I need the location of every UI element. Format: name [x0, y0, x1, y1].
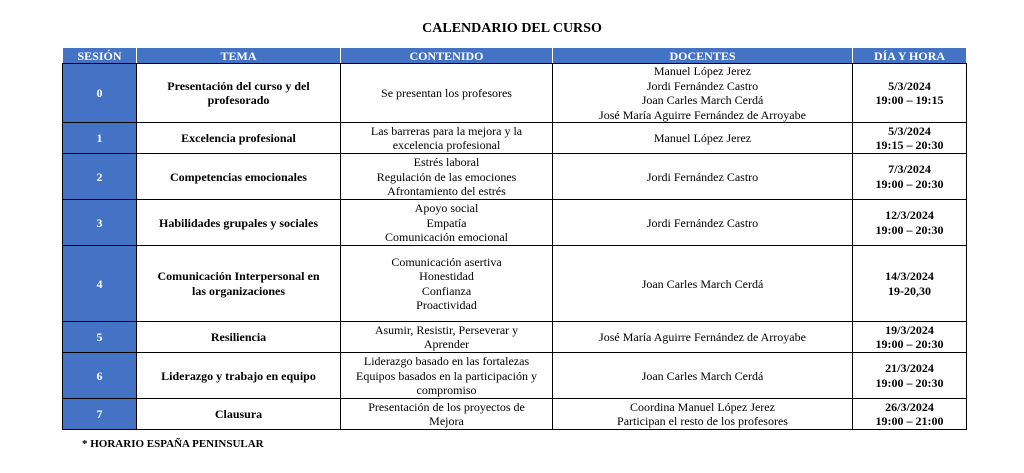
table-row	[63, 64, 967, 123]
datetime-cell	[853, 154, 967, 200]
topic-cell-line: Resiliencia	[210, 330, 267, 345]
datetime-cell	[853, 64, 967, 123]
header-topic: TEMA	[137, 48, 341, 64]
header-datetime: DÍA Y HORA	[853, 48, 967, 64]
topic-cell-line: Excelencia profesional	[181, 131, 296, 146]
session-date: 7/3/2024	[888, 162, 931, 177]
session-date: 21/3/2024	[885, 361, 934, 376]
content-cell-line: Mejora	[429, 414, 464, 429]
content-cell-line: Comunicación emocional	[385, 230, 508, 245]
teachers-cell	[553, 353, 853, 399]
content-cell-line: Liderazgo basado en las fortalezas	[363, 353, 530, 368]
content-cell-line: compromiso	[416, 383, 477, 398]
topic-cell	[137, 123, 341, 154]
teachers-cell-line: Jordi Fernández Castro	[646, 215, 759, 230]
session-date: 14/3/2024	[885, 269, 934, 284]
topic-cell-line: Clausura	[214, 407, 263, 422]
content-cell-line: Empatía	[426, 215, 467, 230]
session-time: 19:00 – 20:30	[875, 337, 944, 352]
session-time: 19:00 – 20:30	[875, 375, 944, 390]
table-header-row	[63, 48, 967, 64]
session-number-cell: 0	[63, 64, 137, 123]
datetime-cell	[853, 246, 967, 322]
document-title: CALENDARIO DEL CURSO	[422, 21, 602, 36]
teachers-cell-line: Participan el resto de los profesores	[617, 414, 788, 429]
teachers-cell	[553, 154, 853, 200]
table-row	[63, 399, 967, 430]
teachers-cell-line: Manuel López Jerez	[653, 64, 752, 78]
content-cell-line: excelencia profesional	[392, 138, 501, 153]
table-row	[63, 200, 967, 246]
table-body	[63, 64, 967, 430]
topic-cell	[137, 200, 341, 246]
course-schedule-table	[62, 47, 967, 430]
topic-cell-line: Liderazgo y trabajo en equipo	[161, 368, 316, 383]
header-teachers: DOCENTES	[553, 48, 853, 64]
session-number-cell: 5	[63, 322, 137, 353]
teachers-cell-line: Manuel López Jerez	[653, 131, 752, 146]
session-number-cell: 1	[63, 123, 137, 154]
content-cell-line: Apoyo social	[414, 200, 479, 215]
session-number-cell: 6	[63, 353, 137, 399]
footnote: * HORARIO ESPAÑA PENINSULAR	[82, 438, 264, 450]
teachers-cell-line: Jordi Fernández Castro	[646, 169, 759, 184]
content-cell-line: Estrés laboral	[413, 154, 480, 169]
content-cell-line: Presentación de los proyectos de	[368, 399, 525, 414]
teachers-cell-line: Coordina Manuel López Jerez	[630, 399, 775, 414]
session-date: 5/3/2024	[888, 78, 931, 93]
topic-cell-line: Comunicación Interpersonal en	[157, 269, 320, 284]
session-number-cell: 7	[63, 399, 137, 430]
topic-cell	[137, 399, 341, 430]
session-time: 19-20,30	[888, 283, 931, 298]
topic-cell-line: Competencias emocionales	[170, 169, 307, 184]
session-date: 26/3/2024	[885, 399, 934, 414]
teachers-cell	[553, 246, 853, 322]
teachers-cell-line: Joan Carles March Cerdá	[641, 368, 764, 383]
session-date: 12/3/2024	[885, 208, 934, 223]
teachers-cell	[553, 322, 853, 353]
content-cell-line: Regulación de las emociones	[376, 169, 517, 184]
teachers-cell-line: Joan Carles March Cerdá	[641, 93, 764, 108]
teachers-cell-line: José María Aguirre Fernández de Arroyabe	[599, 107, 806, 122]
content-cell-line: Honestidad	[419, 269, 474, 284]
teachers-cell	[553, 64, 853, 123]
teachers-cell-line: Jordi Fernández Castro	[646, 78, 759, 93]
session-number-cell: 3	[63, 200, 137, 246]
content-cell	[341, 64, 553, 123]
teachers-cell	[553, 200, 853, 246]
content-cell-line: Comunicación asertiva	[391, 254, 502, 269]
session-number-cell: 4	[63, 246, 137, 322]
topic-cell-line: profesorado	[207, 93, 270, 108]
content-cell	[341, 399, 553, 430]
datetime-cell	[853, 123, 967, 154]
content-cell	[341, 154, 553, 200]
topic-cell	[137, 322, 341, 353]
content-cell-line: Confianza	[421, 283, 472, 298]
session-date: 19/3/2024	[885, 322, 934, 337]
session-time: 19:00 – 21:00	[875, 414, 944, 429]
table-row	[63, 246, 967, 322]
session-date: 5/3/2024	[888, 123, 931, 138]
content-cell-line: Aprender	[423, 337, 470, 352]
teachers-cell-line: Joan Carles March Cerdá	[641, 276, 764, 291]
topic-cell	[137, 246, 341, 322]
content-cell-line: Se presentan los profesores	[381, 85, 512, 100]
table-row	[63, 154, 967, 200]
content-cell-line: Equipos basados en la participación y	[356, 368, 537, 383]
session-time: 19:00 – 19:15	[875, 93, 944, 108]
topic-cell	[137, 154, 341, 200]
topic-cell-line: Habilidades grupales y sociales	[158, 215, 319, 230]
content-cell	[341, 200, 553, 246]
content-cell	[341, 353, 553, 399]
table-row	[63, 322, 967, 353]
header-session: SESIÓN	[63, 48, 137, 64]
datetime-cell	[853, 200, 967, 246]
content-cell	[341, 322, 553, 353]
content-cell-line: Proactividad	[416, 298, 477, 313]
table-row	[63, 123, 967, 154]
header-content: CONTENIDO	[341, 48, 553, 64]
content-cell	[341, 246, 553, 322]
topic-cell-line: Presentación del curso y del	[167, 78, 310, 93]
table-row	[63, 353, 967, 399]
topic-cell	[137, 353, 341, 399]
datetime-cell	[853, 399, 967, 430]
topic-cell	[137, 64, 341, 123]
content-cell-line: Asumir, Resistir, Perseverar y	[374, 322, 519, 337]
content-cell	[341, 123, 553, 154]
session-number-cell: 2	[63, 154, 137, 200]
datetime-cell	[853, 353, 967, 399]
teachers-cell	[553, 399, 853, 430]
content-cell-line: Afrontamiento del estrés	[387, 184, 506, 199]
content-cell-line: Las barreras para la mejora y la	[370, 123, 523, 138]
teachers-cell	[553, 123, 853, 154]
datetime-cell	[853, 322, 967, 353]
teachers-cell-line: José María Aguirre Fernández de Arroyabe	[599, 330, 806, 345]
session-time: 19:00 – 20:30	[875, 176, 944, 191]
session-time: 19:15 – 20:30	[875, 138, 944, 153]
topic-cell-line: las organizaciones	[192, 283, 285, 298]
session-time: 19:00 – 20:30	[875, 222, 944, 237]
